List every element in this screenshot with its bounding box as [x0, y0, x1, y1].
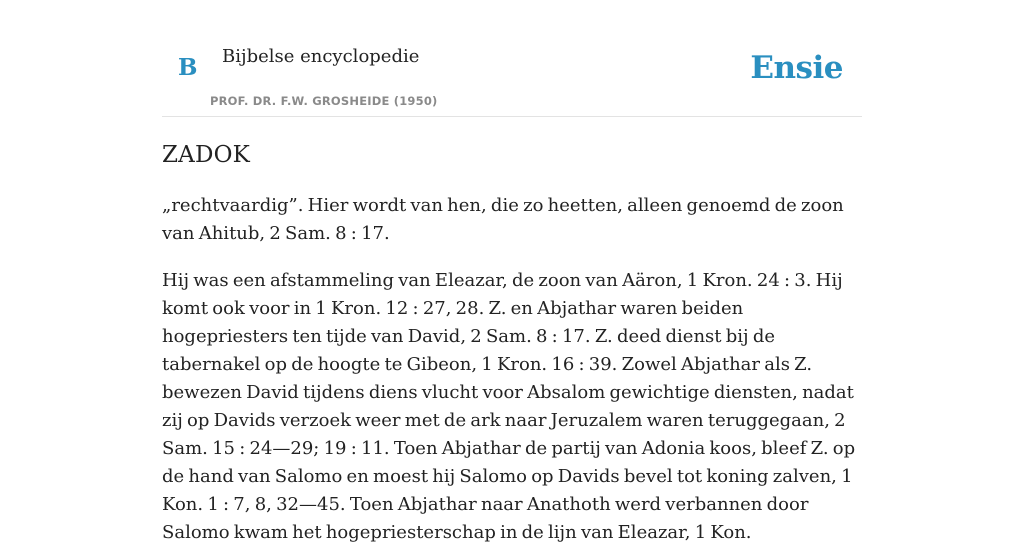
entry-title: ZADOK: [162, 142, 251, 168]
article-paragraph-1: „rechtvaardig”. Hier wordt van hen, die zo heetten, alleen genoemd de zoon van Ahitub, 2 Sam. 8 : 17.: [162, 195, 844, 244]
article-paragraph-2: Hij was een afstammeling van Eleazar, de zoon van Aäron, 1 Kron. 24 : 3. Hij komt ook voor in 1 Kron. 12 : 27, 28. Z. en Abjathar waren beiden hogepriesters ten tijde van David, 2 Sam. 8 : 17. Z. deed dienst bij de tabernakel op de hoogte te Gibeon, 1 Kron. 16 : 39. Zowel Abjathar als Z. bewezen David tijdens diens vlucht voor Absalom gewichtige diensten, nadat zij op Davids verzoek weer met de ark naar Jeruzalem waren teruggegaan, 2 Sam. 15 : 24—29; 19 : 11. Toen Abjathar de partij van Adonia koos, bleef Z. op de hand van Salomo en moest hij Salomo op Davids bevel tot koning zalven, 1 Kon. 1 : 7, 8, 32—45. Toen Abjathar naar Anathoth werd verbannen door Salomo kwam het hogepriesterschap in de lijn van Eleazar, 1 Kon.: [162, 270, 856, 543]
book-title[interactable]: Bijbelse encyclopedie: [222, 46, 420, 67]
book-header: [162, 0, 862, 117]
article: [162, 138, 862, 547]
book-author: PROF. DR. F.W. GROSHEIDE (1950): [210, 94, 438, 108]
book-logo-letter[interactable]: B: [178, 54, 198, 81]
ensie-logo-link[interactable]: Ensie: [750, 50, 843, 86]
